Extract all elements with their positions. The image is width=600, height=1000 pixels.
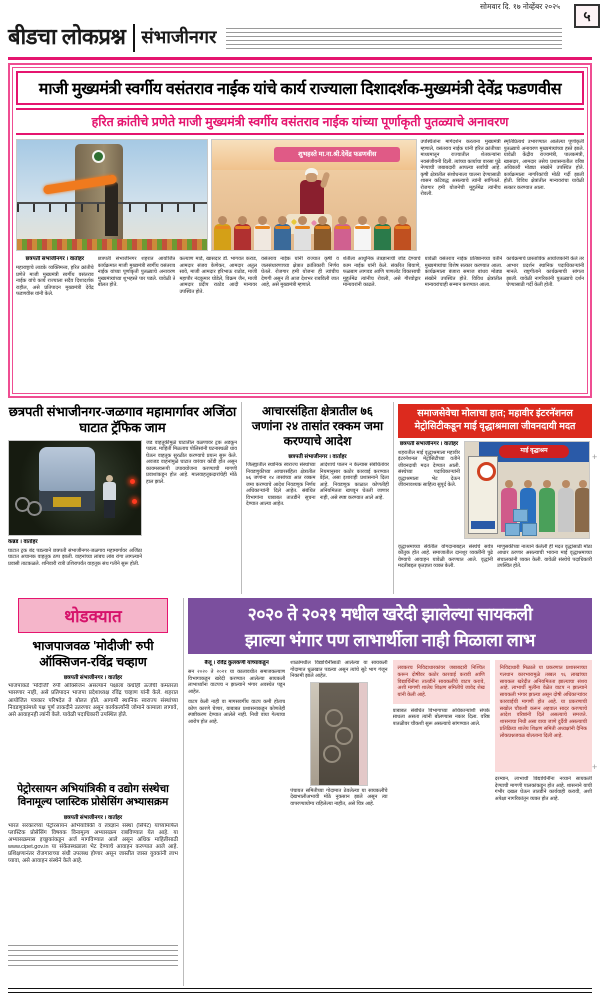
cycle-headline-line1: २०२० ते २०२१ मधील खरेदी झालेल्या सायकली xyxy=(247,604,533,624)
lead-column-5: शेतीला आधुनिक तंत्रज्ञानाची जोड देण्याचे काम नाईक यांनी केले. संकरित बियाणे, फळबाग लागवड आणि पाणलोट विकासाची मुहूर्तमेढ त्यांनीच रोवली, असे गौरवोद्गार मान्यवरांनी काढले. xyxy=(342,256,421,288)
brief2-byline: छत्रपती संभाजीनगर । वार्ताहर xyxy=(63,814,123,821)
briefs-ruled-lines xyxy=(8,945,178,966)
speaker-arm xyxy=(320,171,331,188)
taillight xyxy=(132,499,137,504)
page-number: ५ xyxy=(574,4,600,28)
deposit-column-1: जिल्ह्यातील स्थानिक स्वराज्य संस्थांच्या निवडणुकीच्या आचारसंहिता क्षेत्रातील ७६ जणांना २४ तासांच्या आत रक्कम जमा करण्याचे आदेश निवडणूक निर्णय अधिकाऱ्यांनी दिले आहेत. संबंधित विभागांना याबाबत तातडीने सूचना देण्यात आल्या आहेत. xyxy=(246,462,316,507)
cm-speech-photo xyxy=(211,139,417,251)
bicycle-wheel xyxy=(335,727,353,745)
traffic-byline: कन्नड । वार्ताहर xyxy=(8,538,38,545)
cycle-col-a2: वाटप केली नाही वा मागसवर्गीय वाटप कमी होताच कोण कारणे घेणार, याबाबत प्रशासनाकडून कोणतेही स्पष्टीकरण देण्यात आलेले नाही. निधी वाया गेल्याचा आरोप होत आहे. xyxy=(188,699,286,725)
stage-banner-text: शुभहस्ते मा.ना.श्री.देवेंद्र फडणवीस xyxy=(274,147,400,162)
traffic-headline: छत्रपती संभाजीनगर-जळगाव महामार्गावर अजिंठा घाटात ट्रॅफिक जाम xyxy=(8,404,237,436)
deposit-column-2: आदेशाचे पालन न केल्यास संबंधितांवर नियमानुसार कठोर कारवाई करण्यात येईल, असा इशाराही प्रशासनाने दिला आहे. निवडणूक काळात कोणतीही अनियमितता खपवून घेतली जाणार नाही, असे स्पष्ट करण्यात आले आहे. xyxy=(319,462,389,501)
rollup-banner xyxy=(468,456,498,534)
bicycle-wheel xyxy=(323,745,341,763)
brief2-headline: पेट्रोरसायन अभियांत्रिकी व उद्योग संस्थेचा विनामूल्य प्लास्टिक प्रोसेसिंग अभ्यासक्रम xyxy=(17,783,169,809)
deposit-story xyxy=(242,402,394,594)
tower-emblem-shape xyxy=(92,150,105,163)
cycle-pullquote-2: निविदाधारी मिळाले या प्रकरणात प्रशासनाच्या गलथान कारभारामुळे तब्बल ९६ लाखांच्या सायकल खरेदीत अनियमितता झाल्याचा संशय आहे. लाभार्थी मुलींना वेळेत वाटप न झाल्याने सायकली भंगार झाल्या असून दोषी अधिकाऱ्यांवर कारवाईची मागणी होत आहे. या प्रकरणाची सखोल चौकशी करून अहवाल सादर करण्याचे आदेश वरिष्ठांनी दिले असल्याचे समजते. शासनाचा निधी असा वाया जाणे दुर्दैवी असल्याची प्रतिक्रिया शालेय शिक्षण समिती अध्यक्षांनी दैनिक लोकप्रश्नजवळ बोलताना दिली आहे. xyxy=(495,660,592,772)
wall-strip xyxy=(359,683,367,786)
speaker-face xyxy=(306,173,317,182)
lead-story-inner xyxy=(12,67,588,394)
crop-mark: + xyxy=(592,762,598,772)
truck-plate-shape xyxy=(53,497,81,507)
donation-column-1: शहरातील माई वृद्धाश्रमाला महावीर इंटरनॅशनल मेट्रोसिटीच्या वतीने जीवनदायी मदत देण्यात आली. संस्थेच्या पदाधिकाऱ्यांनी वृद्धाश्रमाला भेट देऊन जीवनावश्यक साहित्य सुपूर्द केले. xyxy=(398,449,460,489)
lead-column-6: यावेळी वसंतराव नाईक प्रतिष्ठानच्या वतीने मुख्यमंत्र्यांचा विशेष सत्कार करण्यात आला. कार्यक्रमाला बंजारा समाज बांधव मोठ्या संख्येने उपस्थित होते. विविध क्षेत्रांतील मान्यवरांचाही सन्मान करण्यात आला. xyxy=(424,256,503,288)
cycle-column-b xyxy=(290,660,387,984)
lead-column-1-text: महाराष्ट्राचे लाडके व्यक्तिमत्त्व, हरित क्रांतीचे प्रणेते माजी मुख्यमंत्री स्वर्गीय वसंतराव नाईक यांचे कार्य राज्याला सदैव दिशादर्शक राहील, असे प्रतिपादन मुख्यमंत्री देवेंद्र फडणवीस यांनी केले. xyxy=(16,265,94,298)
taillight xyxy=(130,479,135,484)
deposit-byline: छत्रपती संभाजीनगर । वार्ताहर xyxy=(288,454,347,460)
dignitaries-row xyxy=(212,216,416,250)
brief1-headline: भाजपाजवळ 'मोदीजी' रुपी ऑक्सिजन-रविंद्र चव्हाण xyxy=(32,639,154,669)
lead-side-column-1: उपस्थितांना मार्गदर्शन करताना मुख्यमंत्री म्हणाले, वसंतराव नाईक यांनी हरित क्रांतीच्या माध्यमातून राज्यातील शेतकऱ्यांना नवसंजीवनी दिली. त्यांच्या कार्याचा वारसा पुढे नेण्याची जबाबदारी आपल्या सर्वांची आहे. कृषी क्षेत्रातील संशोधनाला चालना देण्यासाठी शासन कटिबद्ध असल्याचे त्यांनी सांगितले. रोजगार हमी योजनेची मुहूर्तमेढ त्यांनीच रोवली. xyxy=(420,139,501,197)
cycle-col-c2: याबाबत संबंधित विभागाच्या अधिकाऱ्यांशी संपर्क साधला असता त्यांनी बोलण्यास नकार दिला. वरिष्ठ पातळीवर चौकशी सुरू असल्याचे सांगण्यात आले. xyxy=(392,707,490,727)
traffic-story xyxy=(8,402,242,594)
donation-crate xyxy=(513,509,528,522)
cycle-col-a1: सन २०२० ते २०२१ या कालावधीत समाजकल्याण विभागाकडून खरेदी करण्यात आलेल्या सायकली लाभार्थ्यांना वाटपच न झाल्याने भंगार अवस्थेत पडून आहेत. xyxy=(188,669,286,695)
donation-crate xyxy=(505,523,520,536)
lead-headline: माजी मुख्यमंत्री स्वर्गीय वसंतराव नाईक यांचे कार्य राज्याला दिशादर्शक-मुख्यमंत्री देवेंद्र फडणवीस xyxy=(16,71,584,105)
bicycle-wheel xyxy=(325,709,343,727)
traffic-jam-photo xyxy=(8,440,142,536)
cycle-headline-banner xyxy=(188,598,592,654)
lead-story-frame xyxy=(8,63,592,398)
brief1-byline: छत्रपती संभाजीनगर । वार्ताहर xyxy=(63,675,123,682)
cycle-column-d xyxy=(495,660,592,984)
brief1-body: भाजपाकडे 'मोदीजी' रुपी ऑक्सिजन असल्याने पक्षाला कधीही ऊर्जेची कमतरता भासणार नाही, असे प्रतिपादन भाजपा प्रदेशाध्यक्ष रविंद्र चव्हाण यांनी केले. शहरात आयोजित पत्रकार परिषदेत ते बोलत होते. आगामी स्थानिक स्वराज्य संस्थांच्या निवडणुकांमध्ये पक्ष पूर्ण ताकदीने उतरणार असून कार्यकर्त्यांनी जोमाने कामाला लागावे, असे आवाहनही त्यांनी केले. यावेळी पदाधिकारी उपस्थित होते. xyxy=(8,683,178,718)
masthead xyxy=(8,20,592,56)
lead-column-2: छत्रपती संभाजीनगर शहरात आयोजित कार्यक्रमात माजी मुख्यमंत्री स्वर्गीय वसंतराव नाईक यांच्या पूर्णाकृती पुतळ्याचे अनावरण मुख्यमंत्र्यांच्या शुभहस्ते पार पडले. यावेळी ते बोलत होते. xyxy=(97,256,176,288)
lead-column-1 xyxy=(16,256,94,382)
masthead-divider xyxy=(133,24,135,52)
donation-column-3: माणुसकीच्या नात्याने केलेली ही मदत वृद्धांसाठी मोठा आधार ठरणार असल्याची भावना माई वृद्धाश्रमाच्या संचालकांनी व्यक्त केली. यावेळी संस्थेचे पदाधिकारी उपस्थित होते. xyxy=(497,543,592,570)
donation-story xyxy=(394,402,592,594)
lead-column-7: कार्यक्रमाचे प्रास्ताविक आयोजकांनी केले तर आभार प्रदर्शन स्थानिक पदाधिकाऱ्यांनी मानले. राष्ट्रगीताने कार्यक्रमाची सांगता झाली. यावेळी नागरिकांनी पुतळ्याचे दर्शन घेण्यासाठी गर्दी केली होती. xyxy=(506,256,585,288)
ashram-banner-text: माई वृद्धाश्रम xyxy=(499,445,569,458)
deposit-headline: आचारसंहिता क्षेत्रातील ७६ जणांना २४ तासांत रक्कम जमा करण्याचे आदेश xyxy=(251,404,384,448)
briefs-column xyxy=(8,598,184,986)
lead-photo-row xyxy=(16,139,584,251)
middle-band xyxy=(8,402,592,594)
cycle-byline: बैजू । रविंद्र कुलकर्णी यांच्याकडून xyxy=(204,660,269,666)
donation-headline: समाजसेवेचा मोलाचा हात; महावीर इंटरनॅशनल मेट्रोसिटीकडून माई वृद्धाश्रमाला जीवनदायी मदत xyxy=(398,404,592,438)
lead-column-4: वसंतराव नाईक यांनी राज्यात कृषी व जलसंधारणाच्या क्षेत्रात क्रांतिकारी निर्णय घेतले. रोजगार हमी योजना ही त्यांचीच देणगी असून ती आज देशभर राबविली जात आहे, असे मुख्यमंत्री म्हणाले. xyxy=(261,256,339,288)
briefs-box-title: थोडक्यात xyxy=(18,598,168,633)
lead-subheadline: हरित क्रांतीचे प्रणेते माजी मुख्यमंत्री स्वर्गीय वसंतराव नाईक यांच्या पूर्णाकृती पुतळ्याचे अनावरण xyxy=(16,108,584,135)
page-bottom-rule xyxy=(8,988,592,993)
lead-side-column-2: स्मृतिप्रित्यर्थ उभारण्यात आलेल्या पूर्णाकृती पुतळ्याचे अनावरण मुख्यमंत्र्यांच्या हस्ते झाले. यावेळी केंद्रीय राज्यमंत्री, पालकमंत्री, खासदार, आमदार तसेच प्रशासनातील वरिष्ठ अधिकारी मोठ्या संख्येने उपस्थित होते. कार्यक्रमाला नागरिकांची मोठी गर्दी झाली होती. विविध क्षेत्रांतील मान्यवरांचा यावेळी सत्कार करण्यात आला. xyxy=(503,139,584,191)
crop-mark: + xyxy=(592,452,598,462)
cycle-col-d2: दरम्यान, लाभार्थी विद्यार्थिनींना नव्याने सायकली देण्याची मागणी पालकांकडून होत आहे. शासनाने याची गंभीर दखल घेऊन तातडीने कार्यवाही करावी, अशी अपेक्षा नागरिकांतून व्यक्त होत आहे. xyxy=(494,776,592,802)
cycle-col-b1: शाळांमधील विद्यार्थिनींसाठी आलेल्या या सायकली गोदामात धूळखात पडल्या असून त्यांचे सुटे भाग गंजून निकामी झाले आहेत. xyxy=(290,660,388,679)
cycle-column-a xyxy=(188,660,285,984)
newspaper-title: बीडचा लोकप्रश्न xyxy=(8,24,126,49)
cycle-pullquote-1: लवकरच निविदाधारकांवर जबाबदारी निश्चित करून दोषींवर कठोर कारवाई करावी आणि विद्यार्थिनींना तातडीने सायकलींचे वाटप करावे, अशी मागणी शालेय शिक्षण समितीचे जावेद शेख यांनी केली आहे. xyxy=(393,660,490,704)
donation-crate xyxy=(522,523,537,536)
masthead-rule xyxy=(8,57,592,60)
traffic-caption: घाटात ट्रक बंद पडल्याने छत्रपती संभाजीनगर-जळगाव महामार्गावर अजिंठा घाटात अचानक वाहतूक ठप्प झाली. वाहनांच्या लांबच लांब रांगा लागल्याने प्रवासी ताटकळले. शनिवारी रात्री उशिरापर्यंत वाहतूक संथ गतीने सुरू होती. xyxy=(8,547,142,567)
scrap-bicycles-photo xyxy=(310,682,368,786)
brief2-body: भारत सरकारच्या पेट्रोरसायन अभियांत्रिकी व तंत्रज्ञान संस्था (सिपेट) यांच्यामार्फत प्लास्टिक प्रोसेसिंग विषयक विनामूल्य अभ्यासक्रम राबविण्यात येत आहे. या अभ्यासक्रमास इच्छुकांकडून अर्ज मागविण्यात आले असून अधिक माहितीसाठी www.cipet.gov.in या संकेतस्थळाला भेट देण्याचे आवाहन करण्यात आले आहे. प्रशिक्षणानंतर रोजगाराच्या संधी उपलब्ध होणार असून जास्तीत जास्त युवकांनी लाभ घ्यावा, असे आवाहन संस्थेने केले आहे. xyxy=(8,822,178,865)
cycle-col-b2: पंचायत समितीच्या गोदामात ठेवलेल्या या सायकलींचे देखभालीअभावी मोठे नुकसान झाले असून त्या वापरण्यायोग्य राहिलेल्या नाहीत, असे चित्र आहे. xyxy=(290,787,388,807)
donation-column-2: वृद्धाश्रमाच्या सेवेतील योगदानाबद्दल संस्थेचे सर्वत्र कौतुक होत आहे. समाजातील दानशूर व्यक्तींनी पुढे येण्याचे आवाहन यावेळी करण्यात आले. वृद्धांनी मदतीबद्दल कृतज्ञता व्यक्त केली. xyxy=(398,543,493,570)
lead-byline: छत्रपती संभाजीनगर । वार्ताहर xyxy=(25,256,85,262)
statue-figure-shape xyxy=(105,182,118,236)
lead-body-columns xyxy=(16,256,584,382)
issue-date: सोमवार दि. १७ नोव्हेंबर २०२५ xyxy=(479,2,560,11)
traffic-column: जड वाहतुकीमुळे घाटातील वळणावर ट्रक अडकून पडला. माहिती मिळताच पोलिसांनी घटनास्थळी धाव घेऊन वाहतूक सुरळीत करण्याचे प्रयत्न सुरू केले. अवजड वाहनांमुळे घाटात वारंवार कोंडी होत असून कायमस्वरूपी उपाययोजना करण्याची मागणी प्रवाशांकडून होत आहे. मालवाहतूकदारांचेही मोठे हाल झाले. xyxy=(146,439,237,485)
donation-photo xyxy=(464,441,590,539)
cycle-headline-line2: झाल्या भंगार पण लाभार्थीला नाही मिळाला लाभ xyxy=(245,630,535,651)
donation-byline: छत्रपती संभाजीनगर । वार्ताहर xyxy=(399,440,459,447)
motorbike-wheel xyxy=(27,501,42,516)
masthead-ruled-lines xyxy=(226,28,562,52)
pedestrian-figure xyxy=(103,475,116,519)
edition-name: संभाजीनगर xyxy=(141,27,217,47)
flower-decoration xyxy=(17,239,207,250)
cycle-story-body xyxy=(188,660,592,984)
lead-column-3: कल्याण मार्डे, खासदार डॉ. भागवत कराड, आमदार संजय केणेकर, आमदार अतुल सावे, माजी आमदार हरिभाऊ राठोड, माजी महापौर नंदकुमार घोडेले, विक्रम जैन, माजी आमदार प्रदीप राठोड आदी मान्यवर उपस्थित होते. xyxy=(179,256,258,295)
statue-unveiling-photo xyxy=(16,139,208,251)
truck-tarp-shape xyxy=(39,447,95,491)
cycle-column-c xyxy=(393,660,490,984)
